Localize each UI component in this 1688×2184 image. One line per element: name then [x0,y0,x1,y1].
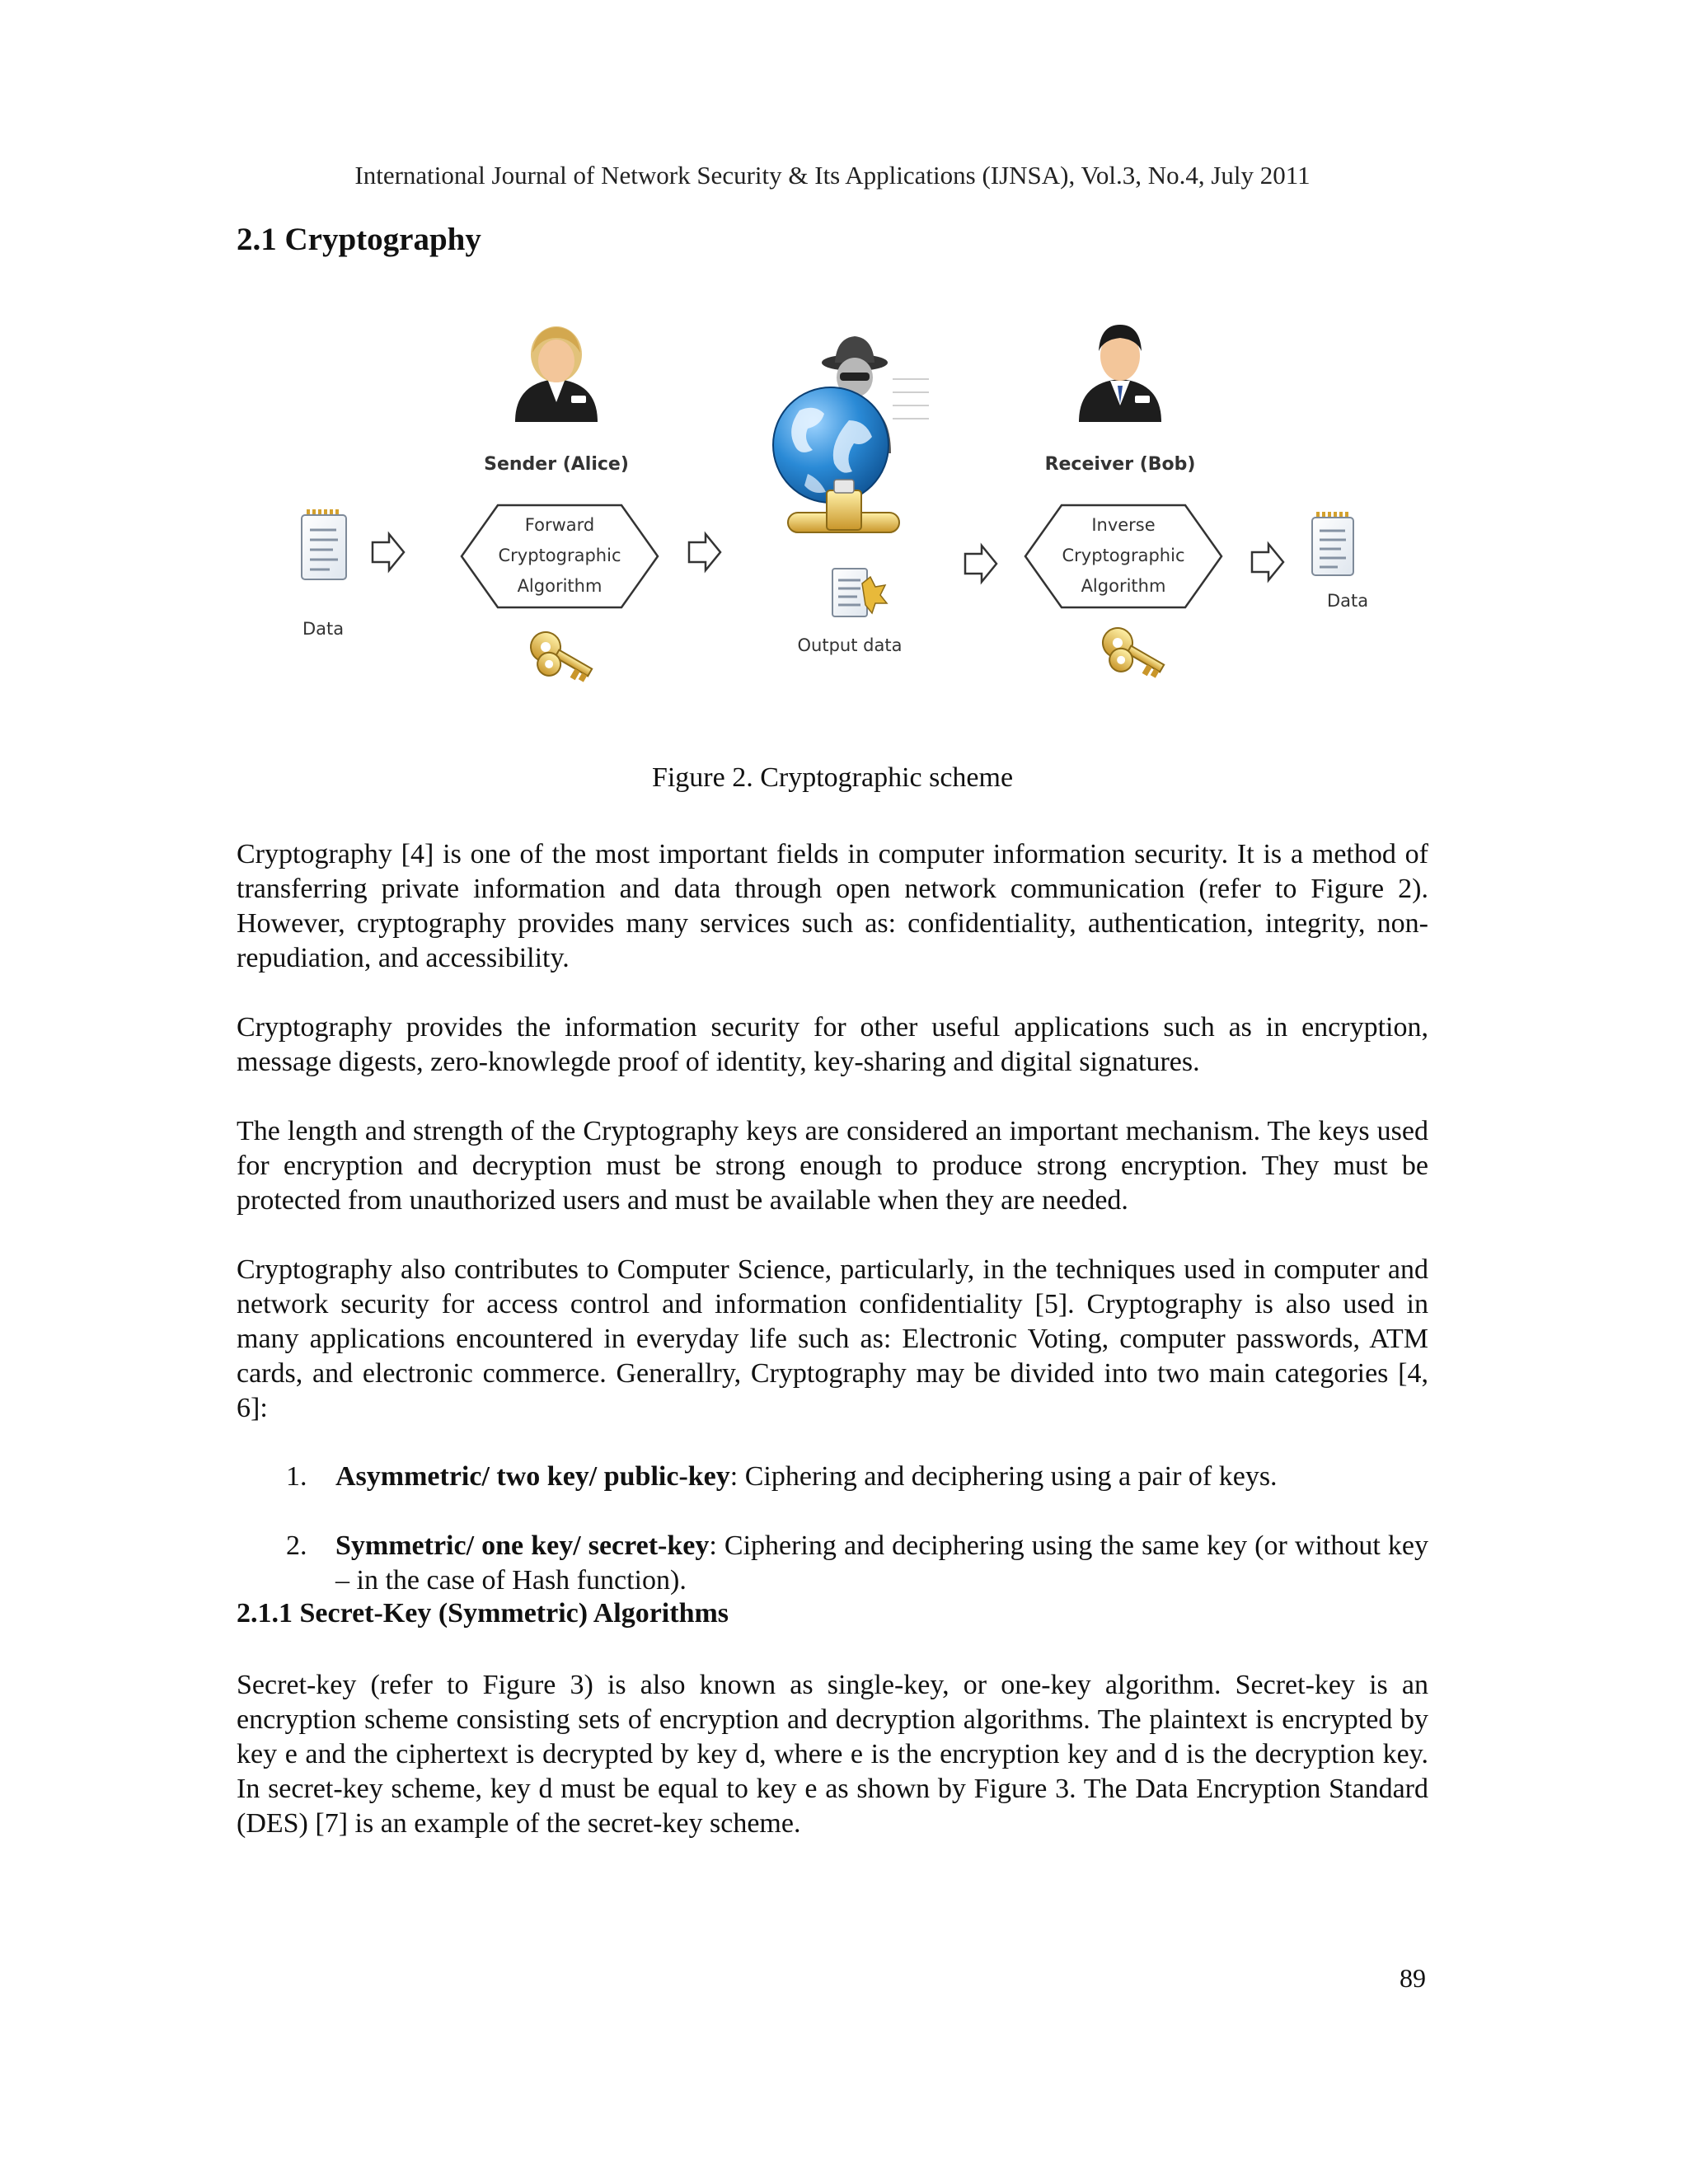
cryptographic-scheme-figure [280,305,1426,742]
data-left-label: Data [302,619,345,639]
forward-box-line-1: Forward [524,515,595,535]
paragraph-2: Cryptography provides the information security for other useful applications such as in encryption, message digests, zero-knowlegde proof of identity, key-sharing and digital signatures. [237,1012,1428,1077]
inverse-box-line-2: Cryptographic [1062,546,1185,565]
person-bob-icon [1079,325,1161,422]
section-heading: 2.1 Cryptography [237,222,481,257]
inverse-box-line-3: Algorithm [1081,576,1166,596]
sender-label: Sender (Alice) [484,454,629,475]
data-right-label: Data [1327,591,1369,611]
list-item-number: 1. [286,1461,307,1492]
list-item [237,1529,1428,1598]
running-header: International Journal of Network Security & Its Applications (IJNSA), Vol.3, No.4, July 2011 [354,161,1311,190]
arrow-right-icon [689,534,720,570]
paragraph-1: Cryptography [4] is one of the most important fields in computer information security. It is a method of transferring private information and data through open network communication (refer to Figure 2). However, cryptography provides many services such as: confidentiality, authentication, integrity, non-repudiation, and accessibility. [237,839,1428,973]
figure-caption: Figure 2. Cryptographic scheme [651,762,1014,793]
list-item [237,1460,1428,1494]
list-item-number: 2. [286,1530,307,1561]
page-number: 89 [1400,1963,1426,1993]
arrow-right-icon [373,534,404,570]
paragraph-3: The length and strength of the Cryptography keys are considered an important mechanism. The keys used for encryption and decryption must be strong enough to produce strong encryption. They must be protected from unauthorized users and must be available when they are needed. [237,1116,1428,1216]
document-icon [302,512,346,579]
document-icon [1312,514,1353,575]
arrow-right-icon [1252,544,1283,580]
list-item-text: : Ciphering and deciphering using a pair of keys. [729,1461,1278,1492]
encrypted-document-icon [832,569,887,616]
inverse-box-line-1: Inverse [1091,515,1156,535]
receiver-label: Receiver (Bob) [1044,454,1196,475]
paragraph-4: Cryptography also contributes to Computer Science, particularly, in the techniques used in computer and network security for access control and information confidentiality [5]. Cryptography is also used in many applications encountered in everyday life such as: Electronic Voting, computer passwords, ATM cards, and electronic commerce. Generallry, Cryptography may be divided into two main categories [4, 6]: [237,1254,1428,1423]
arrow-right-icon [965,546,996,582]
category-list [237,1460,1428,1598]
subsection-heading: 2.1.1 Secret-Key (Symmetric) Algorithms [237,1598,729,1629]
list-item-text: : Ciphering and deciphering using the same key (or without key – in the case of Hash function). [335,1530,1428,1596]
globe-icon [773,387,889,503]
inverse-algorithm-box [1025,505,1221,607]
output-data-label: Output data [797,635,903,655]
list-item-term: Asymmetric/ two key/ public-key [335,1461,730,1492]
person-alice-icon [515,326,598,422]
forward-box-line-2: Cryptographic [498,546,621,565]
forward-algorithm-box [462,505,658,607]
key-icon [520,626,597,694]
paragraph-5: Secret-key (refer to Figure 3) is also known as single-key, or one-key algorithm. Secret-key is an encryption scheme consisting sets of encryption and decryption algorithms. The plaintext is encrypted by key e and the ciphertext is decrypted by key d, where e is the encryption key and d is the decryption key. In secret-key scheme, key d must be equal to key e as shown by Figure 3. The Data Encryption Standard (DES) [7] is an example of the secret-key scheme. [237,1670,1428,1839]
key-icon [1092,622,1169,690]
list-item-term: Symmetric/ one key/ secret-key [335,1530,710,1561]
forward-box-line-3: Algorithm [517,576,603,596]
